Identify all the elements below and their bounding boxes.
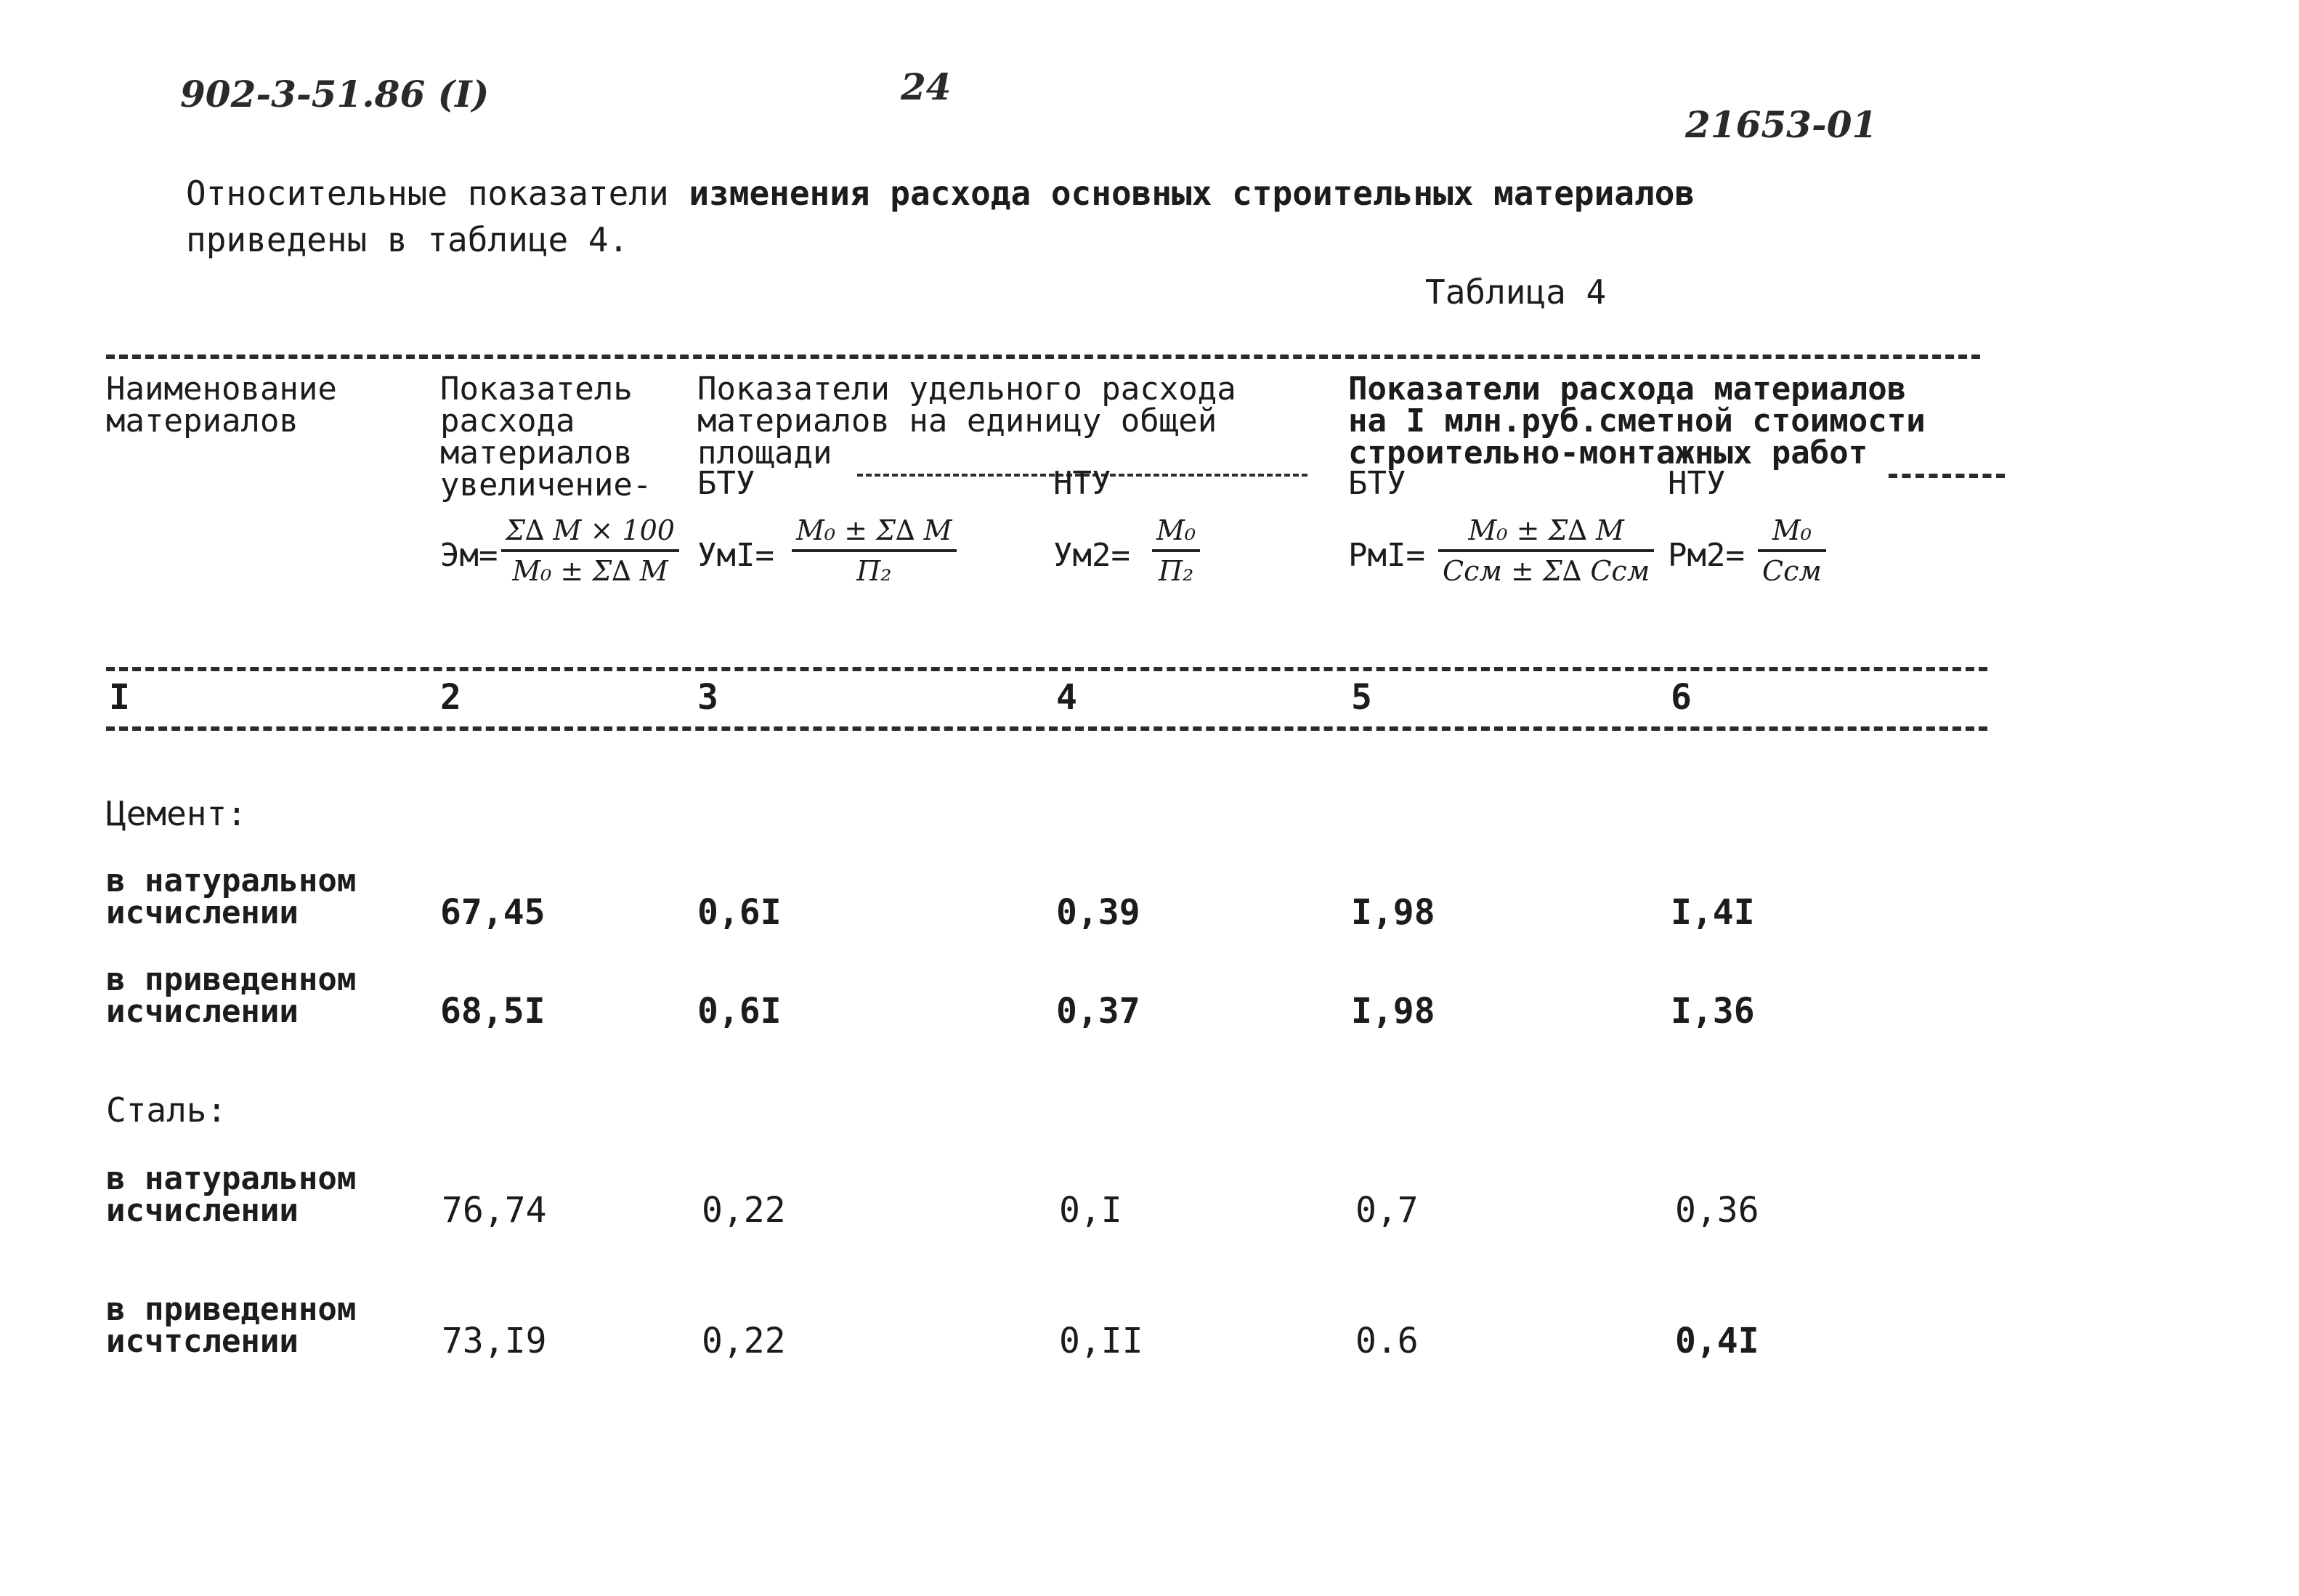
table-top-rule xyxy=(106,355,1980,359)
formula-2-bar xyxy=(501,549,679,552)
header-specific-consumption: Показатели удельного расхода материалов на единицу общей площади xyxy=(697,370,1236,471)
header-materials-name: Наименование материалов xyxy=(106,370,337,439)
table-cell: 73,I9 xyxy=(442,1321,547,1361)
subheader-rule-right xyxy=(1889,474,2005,478)
formula-3-lhs: УмI= xyxy=(697,537,774,574)
formula-3-fraction xyxy=(792,514,957,587)
formula-4-fraction xyxy=(1152,514,1200,587)
table-cell: 0.6 xyxy=(1355,1321,1419,1361)
formula-6-numerator: M₀ xyxy=(1772,514,1812,546)
page-number: 24 xyxy=(901,65,952,108)
group-name-cement: Цемент: xyxy=(106,794,247,833)
table-cell: 0,22 xyxy=(702,1321,786,1361)
group-name-steel: Сталь: xyxy=(106,1090,227,1130)
formula-6-lhs: Рм2= xyxy=(1668,537,1745,574)
row-label-line2: исчислении xyxy=(106,894,299,931)
formula-5-fraction xyxy=(1438,514,1654,587)
column-number-6: 6 xyxy=(1671,677,1692,718)
header-bottom-rule xyxy=(106,667,1987,671)
formula-2-fraction xyxy=(501,514,679,587)
document-code: 902-3-51.86 (I) xyxy=(180,73,490,116)
table-cell: 0,7 xyxy=(1355,1190,1419,1231)
table-cell: 76,74 xyxy=(442,1190,547,1231)
table-cell: I,98 xyxy=(1351,991,1435,1032)
table-cell: 0,22 xyxy=(702,1190,786,1231)
intro-line-1-bold: изменения расхода основных строительных материалов xyxy=(689,174,1695,213)
formula-4-lhs: Ум2= xyxy=(1053,537,1130,574)
formula-3-denominator: П₂ xyxy=(856,555,892,587)
table-cell: 0,6I xyxy=(697,892,782,933)
column-number-4: 4 xyxy=(1056,677,1077,718)
table-cell: I,36 xyxy=(1671,991,1755,1032)
table-cell: 0,II xyxy=(1059,1321,1143,1361)
formula-5-lhs: РмI= xyxy=(1348,537,1425,574)
row-label-line1: в натуральном xyxy=(106,1160,357,1197)
album-code: 21653-01 xyxy=(1685,103,1878,146)
table-cell: 0,6I xyxy=(697,991,782,1032)
column-number-5: 5 xyxy=(1351,677,1372,718)
formula-6-denominator: Cсм xyxy=(1762,555,1822,587)
table-cell: 0,I xyxy=(1059,1190,1122,1231)
formula-3-numerator: M₀ ± Σ∆ M xyxy=(796,514,952,546)
table-title: Таблица 4 xyxy=(1425,272,1607,312)
subheader-btu-5: БТУ xyxy=(1348,465,1406,502)
column-number-3: 3 xyxy=(697,677,718,718)
row-label-line2: исчислении xyxy=(106,1192,299,1229)
formula-4-numerator: M₀ xyxy=(1156,514,1196,546)
formula-5-denominator: Cсм ± Σ∆ Cсм xyxy=(1443,555,1650,587)
column-number-2: 2 xyxy=(440,677,461,718)
table-cell: I,98 xyxy=(1351,892,1435,933)
formula-6-fraction xyxy=(1758,514,1826,587)
row-label-line1: в приведенном xyxy=(106,1291,357,1328)
row-label-line2: исчислении xyxy=(106,993,299,1030)
formula-2-numerator: Σ∆ M × 100 xyxy=(506,514,675,546)
header-consumption-index: Показатель расхода материалов увеличение- xyxy=(440,370,652,503)
formula-5-numerator: M₀ ± Σ∆ M xyxy=(1468,514,1624,546)
row-label-line1: в натуральном xyxy=(106,862,357,899)
formula-4-bar xyxy=(1152,549,1200,552)
formula-4-denominator: П₂ xyxy=(1158,555,1194,587)
formula-2-denominator: M₀ ± Σ∆ M xyxy=(512,555,668,587)
column-number-1: I xyxy=(109,677,130,718)
table-cell: 67,45 xyxy=(440,892,546,933)
intro-line-1-normal: Относительные показатели xyxy=(186,174,689,213)
formula-2-lhs: Эм= xyxy=(440,537,498,574)
column-numbers-bottom-rule xyxy=(106,726,1987,731)
header-consumption-per-million: Показатели расхода материалов на I млн.руб.сметной стоимости строительно-монтажных работ xyxy=(1348,370,1926,471)
formula-3-bar xyxy=(792,549,957,552)
formula-5-bar xyxy=(1438,549,1654,552)
table-cell: 0,4I xyxy=(1675,1321,1759,1361)
intro-line-1 xyxy=(186,170,1695,216)
table-cell: 68,5I xyxy=(440,991,546,1032)
subheader-btu-3: БТУ xyxy=(697,465,755,502)
formula-6-bar xyxy=(1758,549,1826,552)
table-cell: 0,36 xyxy=(1675,1190,1759,1231)
subheader-ntu-6: НТУ xyxy=(1668,465,1726,502)
row-label-line1: в приведенном xyxy=(106,961,357,998)
table-cell: 0,37 xyxy=(1056,991,1140,1032)
table-cell: I,4I xyxy=(1671,892,1755,933)
intro-line-2: приведены в таблице 4. xyxy=(186,220,629,259)
table-cell: 0,39 xyxy=(1056,892,1140,933)
row-label-line2: исчтслении xyxy=(106,1323,299,1360)
subheader-ntu-4: НТУ xyxy=(1053,465,1111,502)
